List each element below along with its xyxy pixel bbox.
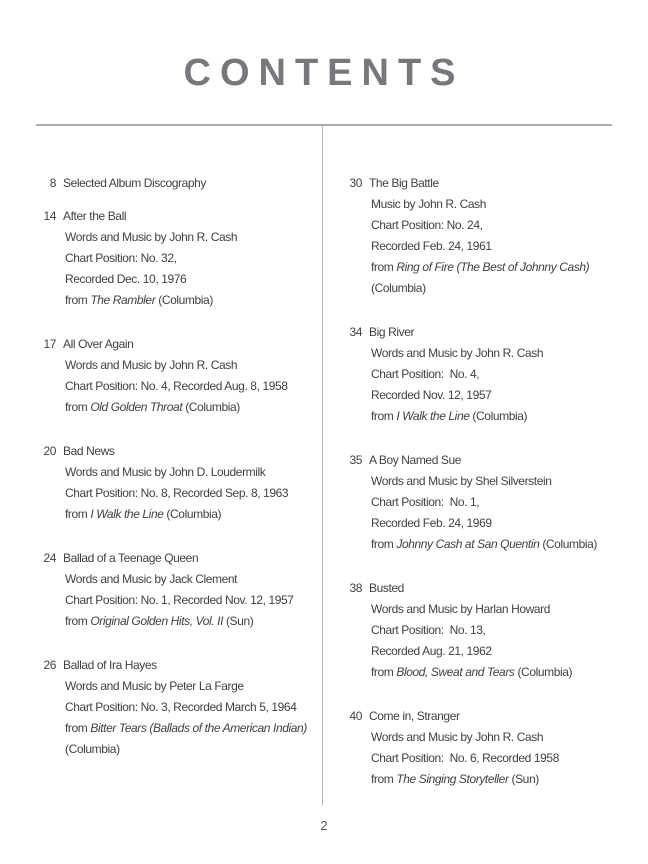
entry-song-title: Bad News xyxy=(63,444,115,458)
detail-text: Music by John R. Cash xyxy=(371,197,486,211)
entry-page-number: 30 xyxy=(349,176,362,190)
detail-text: Chart Position: No. 3, Recorded March 5, 1964 xyxy=(65,700,297,714)
entry-detail-line xyxy=(63,376,319,397)
entry-page-number: 35 xyxy=(349,453,362,467)
entry-detail-line xyxy=(369,769,644,790)
detail-text: Chart Position: No. 1, xyxy=(371,495,480,509)
toc-columns xyxy=(0,126,648,813)
entry-song-title: All Over Again xyxy=(63,337,134,351)
entry-detail-line xyxy=(369,364,644,385)
detail-text: Chart Position: No. 24, xyxy=(371,218,483,232)
page-title: CONTENTS xyxy=(183,52,465,94)
detail-text: Words and Music by Peter La Farge xyxy=(65,679,244,693)
entry-detail-line xyxy=(369,748,644,769)
toc-entry xyxy=(347,706,644,790)
detail-text: from xyxy=(65,614,91,628)
entry-detail-line xyxy=(369,662,644,683)
entry-detail-line xyxy=(63,611,319,632)
album-title-italic: The Rambler xyxy=(90,293,156,307)
entry-body xyxy=(63,206,319,311)
entry-detail-line xyxy=(63,739,319,760)
detail-text: Words and Music by Shel Silverstein xyxy=(371,474,552,488)
entry-body xyxy=(63,655,319,760)
entry-detail-line xyxy=(63,462,319,483)
detail-text: (Columbia) xyxy=(469,409,528,423)
detail-text: Words and Music by John R. Cash xyxy=(371,730,544,744)
entry-detail-line xyxy=(63,227,319,248)
detail-text: Words and Music by John R. Cash xyxy=(65,358,238,372)
detail-text: (Sun) xyxy=(223,614,254,628)
entry-page-number: 38 xyxy=(349,581,362,595)
entry-detail-line xyxy=(369,194,644,215)
toc-entry xyxy=(30,334,319,418)
entry-detail-line xyxy=(63,504,319,525)
toc-entry xyxy=(347,322,644,427)
detail-text: from xyxy=(65,400,91,414)
entry-body xyxy=(63,441,319,525)
entry-body xyxy=(369,322,644,427)
entry-detail-line xyxy=(369,343,644,364)
entry-page-number: 24 xyxy=(43,551,56,565)
entry-song-title: Big River xyxy=(369,325,415,339)
page-number: 2 xyxy=(320,818,328,833)
entry-detail-line xyxy=(63,397,319,418)
toc-entry xyxy=(30,548,319,632)
entry-song-title: Ballad of a Teenage Queen xyxy=(63,551,199,565)
detail-text: Chart Position: No. 32, xyxy=(65,251,177,265)
entry-body xyxy=(63,173,319,194)
entry-song-title: A Boy Named Sue xyxy=(369,453,462,467)
detail-text: (Columbia) xyxy=(539,537,598,551)
detail-text: Words and Music by Jack Clement xyxy=(65,572,238,586)
detail-text: (Columbia) xyxy=(65,742,120,756)
detail-text: Chart Position: No. 4, xyxy=(371,367,480,381)
entry-detail-line xyxy=(63,590,319,611)
entry-detail-line xyxy=(369,215,644,236)
detail-text: (Columbia) xyxy=(155,293,213,307)
album-title-italic: Bitter Tears (Ballads of the American Indian) xyxy=(90,721,307,735)
entry-song-title: Ballad of Ira Hayes xyxy=(63,658,157,672)
detail-text: from xyxy=(65,293,91,307)
album-title-italic: I Walk the Line xyxy=(90,507,164,521)
detail-text: Chart Position: No. 8, Recorded Sep. 8, 1963 xyxy=(65,486,289,500)
entry-body xyxy=(369,450,644,555)
entry-body xyxy=(63,548,319,632)
detail-text: from xyxy=(371,772,397,786)
entry-body xyxy=(369,706,644,790)
detail-text: from xyxy=(371,409,397,423)
entry-song-title: Selected Album Discography xyxy=(63,176,207,190)
entry-page-number: 26 xyxy=(43,658,56,672)
entry-page-number: 17 xyxy=(43,337,56,351)
detail-text: Words and Music by John D. Loudermilk xyxy=(65,465,266,479)
entry-song-title: After the Ball xyxy=(63,209,127,223)
detail-text: from xyxy=(371,260,397,274)
entry-detail-line xyxy=(369,492,644,513)
album-title-italic: Original Golden Hits, Vol. II xyxy=(90,614,224,628)
detail-text: (Columbia) xyxy=(371,281,426,295)
entry-page-number: 20 xyxy=(43,444,56,458)
entry-detail-line xyxy=(369,641,644,662)
entry-page-number: 14 xyxy=(43,209,56,223)
detail-text: Chart Position: No. 6, Recorded 1958 xyxy=(371,751,559,765)
entry-detail-line xyxy=(63,569,319,590)
detail-text: Words and Music by John R. Cash xyxy=(65,230,238,244)
entry-detail-line xyxy=(369,599,644,620)
entry-detail-line xyxy=(369,257,644,278)
album-title-italic: Johnny Cash at San Quentin xyxy=(396,537,540,551)
toc-entry xyxy=(30,206,319,311)
toc-column-right xyxy=(323,126,648,813)
entry-detail-line xyxy=(369,727,644,748)
entry-body xyxy=(369,578,644,683)
detail-text: Recorded Nov. 12, 1957 xyxy=(371,388,492,402)
detail-text: Chart Position: No. 4, Recorded Aug. 8, 1958 xyxy=(65,379,288,393)
detail-text: (Columbia) xyxy=(514,665,573,679)
album-title-italic: I Walk the Line xyxy=(396,409,470,423)
detail-text: from xyxy=(65,721,91,735)
entry-detail-line xyxy=(369,471,644,492)
detail-text: Words and Music by Harlan Howard xyxy=(371,602,551,616)
detail-text: Recorded Feb. 24, 1961 xyxy=(371,239,492,253)
entry-detail-line xyxy=(63,697,319,718)
toc-entry xyxy=(347,450,644,555)
toc-entry xyxy=(30,655,319,760)
entry-detail-line xyxy=(369,513,644,534)
toc-entry xyxy=(347,578,644,683)
toc-entry xyxy=(347,173,644,299)
toc-entry xyxy=(30,441,319,525)
entry-detail-line xyxy=(63,483,319,504)
entry-page-number: 40 xyxy=(349,709,362,723)
album-title-italic: The Singing Storyteller xyxy=(396,772,509,786)
entry-detail-line xyxy=(63,355,319,376)
entry-detail-line xyxy=(63,248,319,269)
detail-text: from xyxy=(371,665,397,679)
entry-body xyxy=(369,173,644,299)
detail-text: Recorded Dec. 10, 1976 xyxy=(65,272,187,286)
entry-page-number: 34 xyxy=(349,325,362,339)
entry-detail-line xyxy=(63,269,319,290)
entry-detail-line xyxy=(369,236,644,257)
entry-detail-line xyxy=(63,718,319,739)
entry-song-title: Come in, Stranger xyxy=(369,709,460,723)
entry-song-title: Busted xyxy=(369,581,404,595)
detail-text: (Columbia) xyxy=(182,400,240,414)
entry-detail-line xyxy=(369,620,644,641)
entry-detail-line xyxy=(369,385,644,406)
entry-detail-line xyxy=(63,676,319,697)
album-title-italic: Old Golden Throat xyxy=(90,400,183,414)
album-title-italic: Blood, Sweat and Tears xyxy=(396,665,515,679)
detail-text: Recorded Feb. 24, 1969 xyxy=(371,516,492,530)
entry-detail-line xyxy=(369,534,644,555)
toc-column-left xyxy=(0,126,323,813)
detail-text: from xyxy=(65,507,91,521)
album-title-italic: Ring of Fire (The Best of Johnny Cash) xyxy=(396,260,590,274)
detail-text: Recorded Aug. 21, 1962 xyxy=(371,644,492,658)
entry-song-title: The Big Battle xyxy=(369,176,439,190)
detail-text: Chart Position: No. 13, xyxy=(371,623,486,637)
detail-text: from xyxy=(371,537,397,551)
entry-detail-line xyxy=(369,278,644,299)
entry-detail-line xyxy=(63,290,319,311)
detail-text: (Sun) xyxy=(508,772,539,786)
detail-text: (Columbia) xyxy=(163,507,222,521)
detail-text: Words and Music by John R. Cash xyxy=(371,346,544,360)
toc-entry xyxy=(30,173,319,194)
detail-text: Chart Position: No. 1, Recorded Nov. 12, 1957 xyxy=(65,593,294,607)
entry-detail-line xyxy=(369,406,644,427)
entry-page-number: 8 xyxy=(49,176,56,190)
entry-body xyxy=(63,334,319,418)
